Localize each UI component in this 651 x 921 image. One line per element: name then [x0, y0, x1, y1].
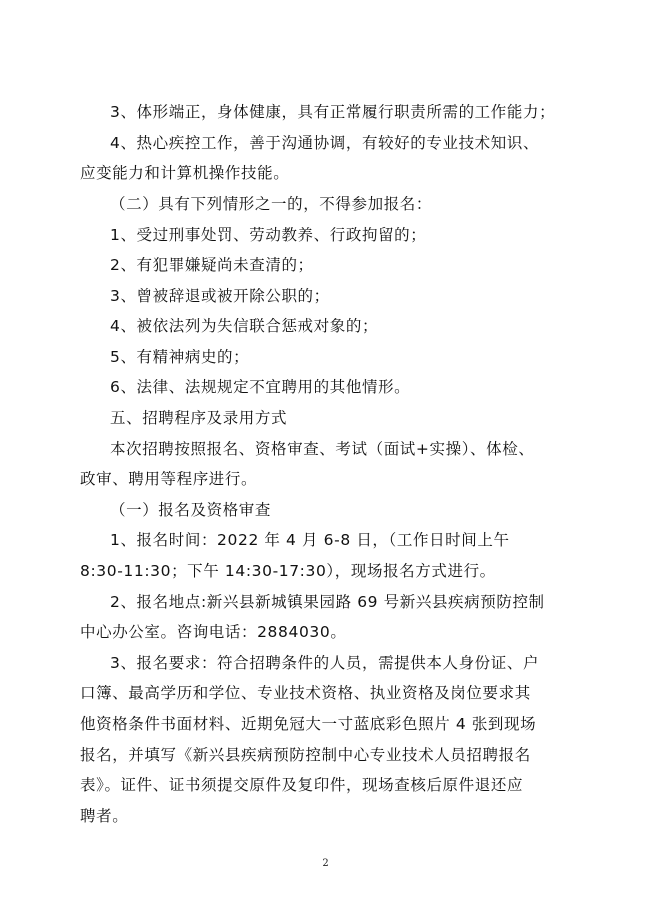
text-line: 1、报名时间：2022 年 4 月 6-8 日，（工作日时间上午: [110, 531, 510, 549]
page-number: 2: [322, 858, 329, 869]
text-line: 2、报名地点:新兴县新城镇果园路 69 号新兴县疾病预防控制: [110, 593, 545, 611]
text-line: 中心办公室。咨询电话：2884030。: [80, 623, 347, 641]
text-line: 3、曾被辞退或被开除公职的；: [110, 287, 330, 305]
text-line: 1、受过刑事处罚、劳动教养、行政拘留的；: [110, 226, 427, 244]
text-line: 本次招聘按照报名、资格审查、考试（面试+实操）、体检、: [110, 440, 535, 458]
text-line: 口簿、最高学历和学位、专业技术资格、执业资格及岗位要求其: [80, 684, 531, 702]
section-heading: （二）具有下列情形之一的，不得参加报名：: [110, 195, 433, 213]
section-heading: （一）报名及资格审查: [110, 501, 272, 519]
section-heading: 五、招聘程序及录用方式: [110, 409, 288, 427]
text-line: 4、被依法列为失信联合惩戒对象的；: [110, 317, 379, 335]
text-line: 政审、聘用等程序进行。: [80, 470, 258, 488]
text-line: 应变能力和计算机操作技能。: [80, 164, 290, 182]
text-line: 5、有精神病史的；: [110, 348, 250, 366]
text-line: 4、热心疾控工作，善于沟通协调，有较好的专业技术知识、: [110, 134, 540, 152]
text-line: 他资格条件书面材料、近期免冠大一寸蓝底彩色照片 4 张到现场: [80, 715, 537, 733]
text-line: 报名，并填写《新兴县疾病预防控制中心专业技术人员招聘报名: [80, 746, 531, 764]
text-line: 聘者。: [80, 807, 129, 825]
text-line: 8:30-11:30；下午 14:30-17:30），现场报名方式进行。: [80, 562, 496, 580]
text-line: 3、报名要求：符合招聘条件的人员，需提供本人身份证、户: [110, 654, 540, 672]
text-line: 6、法律、法规规定不宜聘用的其他情形。: [110, 378, 411, 396]
text-line: 表》。证件、证书须提交原件及复印件，现场查核后原件退还应: [80, 776, 524, 794]
text-line: 2、有犯罪嫌疑尚未查清的；: [110, 256, 314, 274]
text-line: 3、体形端正，身体健康，具有正常履行职责所需的工作能力；: [110, 103, 556, 121]
